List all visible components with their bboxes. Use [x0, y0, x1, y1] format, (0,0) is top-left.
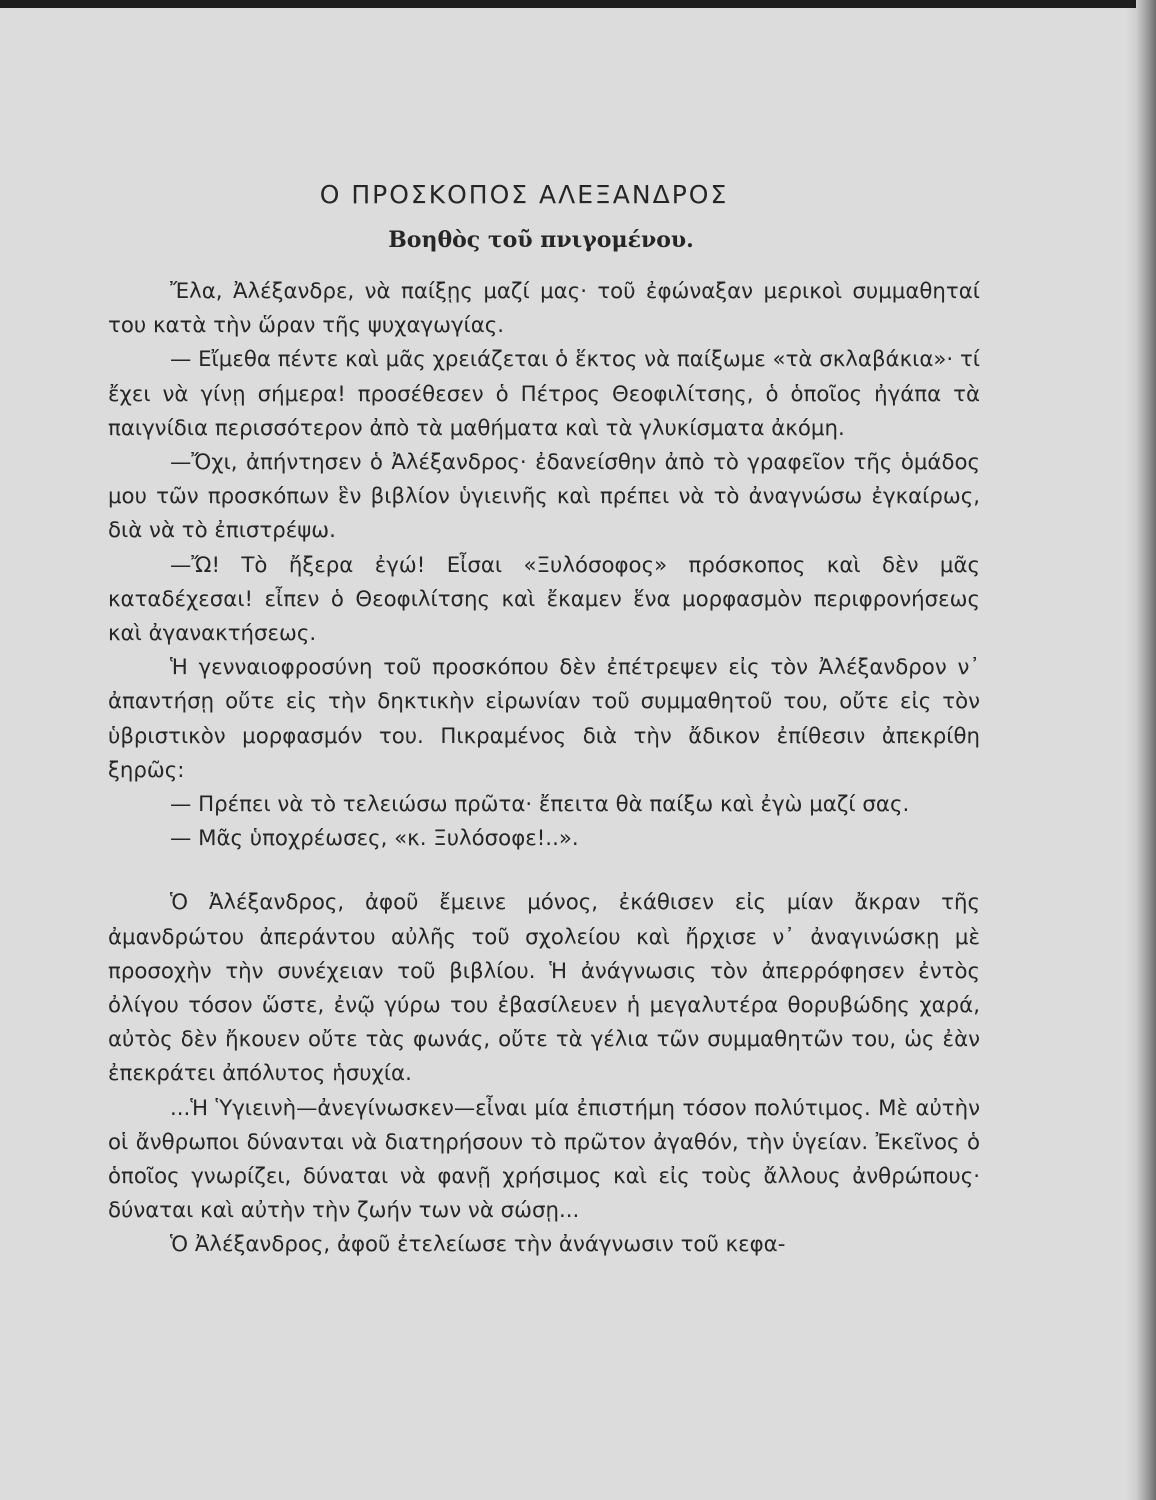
section-break	[108, 856, 980, 886]
paragraph: ...Ἡ Ὑγιεινὴ—ἀνεγίνωσκεν—εἶναι μία ἐπιστήμη τόσον πολύτιμος. Μὲ αὐτὴν οἱ ἄνθρωποι δύνανται νὰ διατηρήσουν τὸ πρῶτον ἀγαθόν, τὴν ὑγείαν. Ἐκεῖνος ὁ ὁποῖος γνωρίζει, δύναται νὰ φανῇ χρήσιμος καὶ εἰς τοὺς ἄλλους ἀνθρώπους· δύναται καὶ αὐτὴν τὴν ζωήν των νὰ σώσῃ...	[108, 1095, 980, 1224]
paragraph: Ἡ γενναιοφροσύνη τοῦ προσκόπου δὲν ἐπέτρεψεν εἰς τὸν Ἀλέξανδρον ν᾿ ἀπαντήσῃ οὔτε εἰς τὴν δηκτικὴν εἰρωνίαν τοῦ συμμαθητοῦ του, οὔτε εἰς τὸν ὑβριστικὸν μορφασμόν του. Πικραμένος διὰ τὴν ἄδικον ἐπίθεσιν ἀπεκρίθη ξηρῶς:	[108, 655, 980, 783]
page-top-border	[0, 0, 1156, 8]
paragraph: —Ὤ! Τὸ ἤξερα ἐγώ! Εἶσαι «Ξυλόσοφος» πρόσκοπος καὶ δὲν μᾶς καταδέχεσαι! εἶπεν ὁ Θεοφιλίτσης καὶ ἔκαμεν ἕνα μορφασμὸν περιφρονήσεως καὶ ἀγανακτήσεως.	[108, 552, 980, 647]
paragraph: —Ὄχι, ἀπήντησεν ὁ Ἀλέξανδρος· ἐδανείσθην ἀπὸ τὸ γραφεῖον τῆς ὁμάδος μου τῶν προσκόπων ἓν βιβλίον ὑγιεινῆς καὶ πρέπει νὰ τὸ ἀναγνώσω ἐγκαίρως, διὰ νὰ τὸ ἐπιστρέψω.	[108, 450, 980, 544]
paragraph: — Εἴμεθα πέντε καὶ μᾶς χρειάζεται ὁ ἕκτος νὰ παίξωμε «τὰ σκλαβάκια»· τί ἔχει νὰ γίνῃ σήμερα! προσέθεσεν ὁ Πέτρος Θεοφιλίτσης, ὁ ὁποῖος ἠγάπα τὰ παιγνίδια περισσότερον ἀπὸ τὰ μαθήματα καὶ τὰ γλυκίσματα ἀκόμη.	[108, 347, 980, 441]
paragraph: — Μᾶς ὑποχρέωσες, «κ. Ξυλόσοφε!..».	[170, 826, 579, 852]
paragraph: Ἔλα, Ἀλέξανδρε, νὰ παίξῃς μαζί μας· τοῦ ἐφώναξαν μερικοὶ συμμαθηταί του κατὰ τὴν ὥραν τῆς ψυχαγωγίας.	[108, 279, 980, 339]
chapter-subtitle: Βοηθὸς τοῦ πνιγομένου.	[388, 227, 694, 253]
chapter-title: Ο ΠΡΟΣΚΟΠΟΣ ΑΛΕΞΑΝΔΡΟΣ	[319, 180, 729, 209]
chapter-text	[108, 172, 980, 1263]
page-right-edge	[1136, 0, 1156, 1500]
paragraph: Ὁ Ἀλέξανδρος, ἀφοῦ ἐτελείωσε τὴν ἀνάγνωσιν τοῦ κεφα-	[170, 1232, 786, 1258]
binding-shadow	[1126, 0, 1136, 1500]
paragraph: Ὁ Ἀλέξανδρος, ἀφοῦ ἔμεινε μόνος, ἐκάθισεν εἰς μίαν ἄκραν τῆς ἀμανδρώτου ἀπεράντου αὐλῆς τοῦ σχολείου καὶ ἤρχισε ν᾿ ἀναγινώσκῃ μὲ προσοχὴν τὴν συνέχειαν τοῦ βιβλίου. Ἡ ἀνάγνωσις τὸν ἀπερρόφησεν ἐντὸς ὀλίγου τόσον ὥστε, ἐνῷ γύρω του ἐβασίλευεν ἡ μεγαλυτέρα θορυβώδης χαρά, αὐτὸς δὲν ἤκουεν οὔτε τὰς φωνάς, οὔτε τὰ γέλια τῶν συμμαθητῶν του, ὡς ἐὰν ἐπεκράτει ἀπόλυτος ἡσυχία.	[108, 890, 980, 1087]
paragraph: — Πρέπει νὰ τὸ τελειώσω πρῶτα· ἔπειτα θὰ παίξω καὶ ἐγὼ μαζί σας.	[170, 792, 910, 818]
